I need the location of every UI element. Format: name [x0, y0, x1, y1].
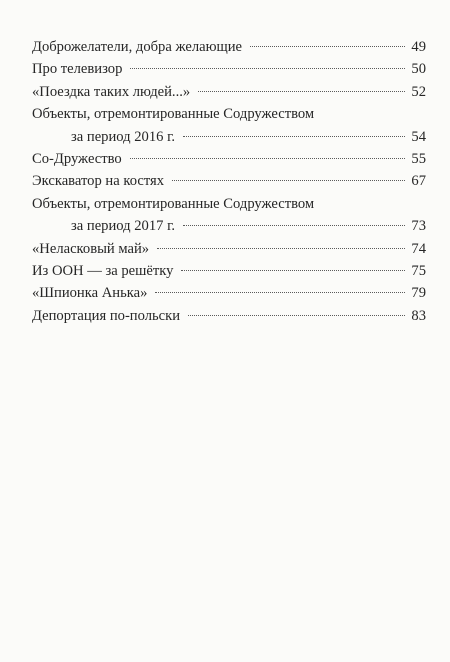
- toc-entry-title-line: Объекты, отремонтированные Содружеством: [32, 106, 315, 123]
- toc-entry: [32, 36, 426, 58]
- toc-entry-title: Про телевизор: [32, 61, 123, 78]
- toc-entry-line: [32, 148, 426, 170]
- toc-entry-title: «Неласковый май»: [32, 240, 150, 257]
- toc-entry-line: [32, 58, 426, 80]
- toc-entry: [32, 58, 426, 80]
- toc-entry-line: [32, 36, 426, 58]
- toc-entry-line: [32, 170, 426, 192]
- toc-entry: [32, 260, 426, 282]
- dot-leader: [157, 247, 405, 249]
- toc-entry-page: 55: [411, 151, 426, 168]
- toc-entry-line: [32, 126, 426, 148]
- toc-entry-title-continuation: за период 2017 г.: [71, 218, 176, 235]
- toc-entry: [32, 148, 426, 170]
- toc-entry-line: [32, 305, 426, 327]
- toc-entry-title: Экскаватор на костях: [32, 173, 165, 190]
- toc-entry: [32, 305, 426, 327]
- dot-leader: [198, 90, 405, 92]
- dot-leader: [183, 135, 405, 137]
- toc-entry-page: 52: [411, 83, 426, 100]
- dot-leader: [181, 269, 405, 271]
- toc-entry-page: 50: [411, 61, 426, 78]
- toc-entry-page: 54: [411, 128, 426, 145]
- toc-entry-line: [32, 81, 426, 103]
- toc-entry-page: 49: [411, 39, 426, 55]
- toc-entry-title: «Поездка таких людей...»: [32, 83, 191, 100]
- toc-entry-page: 74: [411, 240, 426, 257]
- toc-entry: [32, 81, 426, 103]
- dot-leader: [183, 224, 405, 226]
- dot-leader: [172, 179, 405, 181]
- toc-entry: [32, 170, 426, 192]
- toc-entry: [32, 238, 426, 260]
- toc-entry-title: Со-Дружество: [32, 151, 122, 168]
- toc-entry-page: 79: [411, 285, 426, 302]
- toc-entry: [32, 193, 426, 238]
- toc-entry-title: «Шпионка Анька»: [32, 285, 148, 302]
- toc-entry-page: 67: [411, 173, 426, 190]
- toc-entry-page: 83: [411, 307, 426, 324]
- toc-entry: [32, 103, 426, 148]
- dot-leader: [155, 291, 405, 293]
- dot-leader: [250, 45, 405, 47]
- dot-leader: [130, 157, 406, 159]
- toc-entry-title: Депортация по-польски: [32, 307, 181, 324]
- table-of-contents: [32, 36, 426, 327]
- toc-entry-title: Доброжелатели, добра желающие: [32, 39, 243, 55]
- toc-entry-title-continuation: за период 2016 г.: [71, 128, 176, 145]
- toc-entry-line: [32, 260, 426, 282]
- toc-entry-title-line: Объекты, отремонтированные Содружеством: [32, 195, 315, 212]
- toc-entry: [32, 282, 426, 304]
- toc-entry-page: 73: [411, 218, 426, 235]
- dot-leader: [188, 314, 405, 316]
- toc-entry-title: Из ООН — за решётку: [32, 263, 174, 280]
- toc-entry-line: [32, 282, 426, 304]
- toc-entry-line: [32, 238, 426, 260]
- toc-entry-line: [32, 215, 426, 237]
- toc-entry-page: 75: [411, 263, 426, 280]
- dot-leader: [130, 67, 405, 69]
